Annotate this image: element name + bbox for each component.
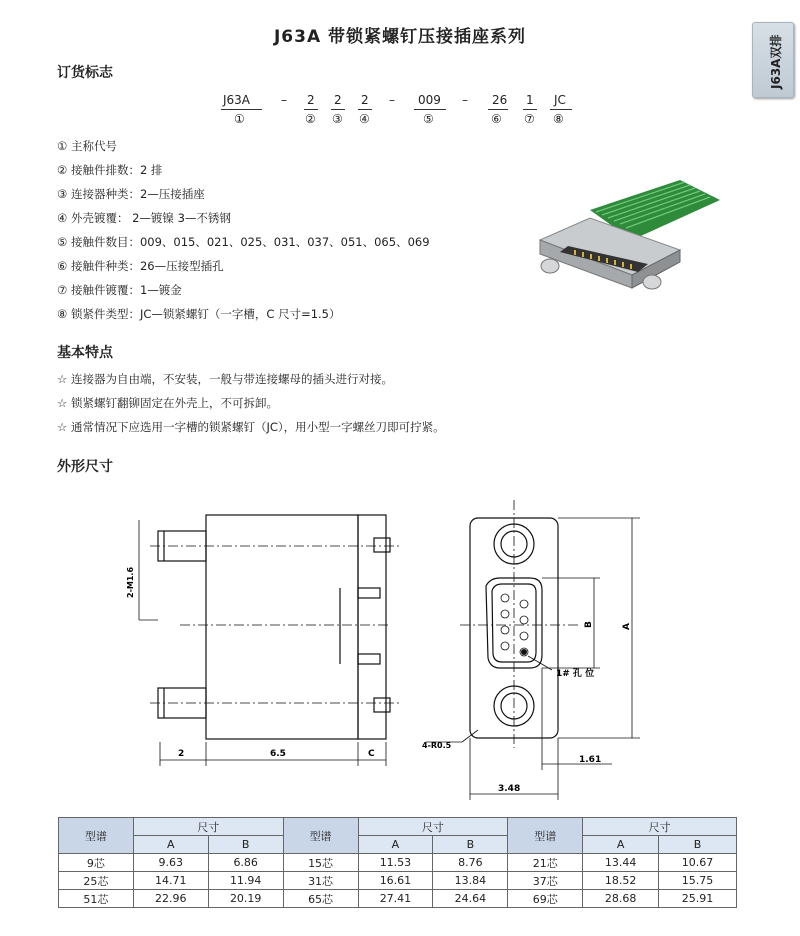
header-b: B xyxy=(659,836,737,854)
dim-b-label: B xyxy=(584,621,594,628)
table-cell: 28.68 xyxy=(583,890,659,908)
table-cell: 37芯 xyxy=(508,872,583,890)
header-b: B xyxy=(208,836,283,854)
table-cell: 14.71 xyxy=(133,872,208,890)
page-title: J63A 带锁紧螺钉压接插座系列 xyxy=(273,27,527,47)
index-1: ① xyxy=(234,112,245,126)
table-row xyxy=(59,890,737,908)
list-item: ② 接触件排数：2 排 xyxy=(57,163,163,177)
header-model: 型谱 xyxy=(59,818,134,854)
table-cell: 11.53 xyxy=(358,854,433,872)
dimensions-heading: 外形尺寸 xyxy=(57,459,113,475)
table-cell: 15.75 xyxy=(659,872,737,890)
table-cell: 25芯 xyxy=(59,872,134,890)
index-4: ④ xyxy=(359,112,370,126)
product-image xyxy=(520,180,720,300)
table-cell: 27.41 xyxy=(358,890,433,908)
code-dash: – xyxy=(389,93,395,107)
table-cell: 24.64 xyxy=(433,890,508,908)
header-size: 尺寸 xyxy=(358,818,508,836)
code-type: 2 xyxy=(334,93,342,107)
table-cell: 8.76 xyxy=(433,854,508,872)
index-3: ③ xyxy=(332,112,343,126)
table-cell: 69芯 xyxy=(508,890,583,908)
code-dash: – xyxy=(462,93,468,107)
table-cell: 9芯 xyxy=(59,854,134,872)
table-cell: 65芯 xyxy=(283,890,358,908)
table-cell: 18.52 xyxy=(583,872,659,890)
header-a: A xyxy=(133,836,208,854)
dim-161-label: 1.61 xyxy=(579,755,602,765)
table-cell: 22.96 xyxy=(133,890,208,908)
table-row xyxy=(59,872,737,890)
feature-item: ☆ 连接器为自由端，不安装，一般与带连接螺母的插头进行对接。 xyxy=(57,372,393,386)
ordering-heading: 订货标志 xyxy=(57,65,113,81)
index-5: ⑤ xyxy=(423,112,434,126)
header-b: B xyxy=(433,836,508,854)
table-cell: 31芯 xyxy=(283,872,358,890)
pin1-label: 1# 孔 位 xyxy=(556,669,595,679)
header-a: A xyxy=(358,836,433,854)
radius-label: 4-R0.5 xyxy=(422,741,452,750)
code-main: J63A xyxy=(223,93,251,107)
list-item: ⑦ 接触件镀覆：1—镀金 xyxy=(57,283,182,297)
table-cell: 6.86 xyxy=(208,854,283,872)
table-cell: 20.19 xyxy=(208,890,283,908)
code-shell: 2 xyxy=(361,93,369,107)
table-row xyxy=(59,854,737,872)
list-item: ① 主称代号 xyxy=(57,139,117,153)
code-lock: JC xyxy=(554,93,566,107)
table-cell: 15芯 xyxy=(283,854,358,872)
side-tab-label: J63A双排 xyxy=(769,34,783,89)
spec-table xyxy=(58,817,737,908)
list-item: ④ 外壳镀覆： 2—镀镍 3—不锈钢 xyxy=(57,211,231,225)
dimension-drawing xyxy=(0,480,800,810)
table-cell: 25.91 xyxy=(659,890,737,908)
index-8: ⑧ xyxy=(553,112,564,126)
list-item: ③ 连接器种类：2—压接插座 xyxy=(57,187,205,201)
header-size: 尺寸 xyxy=(133,818,283,836)
index-2: ② xyxy=(305,112,316,126)
code-contact: 26 xyxy=(492,93,508,107)
dim-65-label: 6.5 xyxy=(270,749,286,759)
table-cell: 51芯 xyxy=(59,890,134,908)
dim-348-label: 3.48 xyxy=(498,784,521,794)
dim-2-label: 2 xyxy=(178,749,185,759)
table-cell: 16.61 xyxy=(358,872,433,890)
dim-a-label: A xyxy=(622,623,632,630)
index-7: ⑦ xyxy=(524,112,535,126)
feature-item: ☆ 锁紧螺钉翻铆固定在外壳上，不可拆卸。 xyxy=(57,396,278,410)
list-item: ⑤ 接触件数目：009、015、021、025、031、037、051、065、069 xyxy=(57,235,430,249)
list-item: ⑧ 锁紧件类型：JC—锁紧螺钉（一字槽，C 尺寸=1.5） xyxy=(57,307,341,321)
feature-item: ☆ 通常情况下应选用一字槽的锁紧螺钉（JC），用小型一字螺丝刀即可拧紧。 xyxy=(57,420,445,434)
header-size: 尺寸 xyxy=(583,818,737,836)
features-heading: 基本特点 xyxy=(57,345,113,361)
table-cell: 13.84 xyxy=(433,872,508,890)
table-cell: 9.63 xyxy=(133,854,208,872)
table-cell: 10.67 xyxy=(659,854,737,872)
code-count: 009 xyxy=(418,93,441,107)
code-dash: – xyxy=(281,93,287,107)
code-plating: 1 xyxy=(526,93,534,107)
header-model: 型谱 xyxy=(283,818,358,854)
table-cell: 21芯 xyxy=(508,854,583,872)
thread-label: 2-M1.6 xyxy=(126,566,135,598)
index-6: ⑥ xyxy=(491,112,502,126)
side-tab[interactable] xyxy=(752,22,794,98)
dim-c-label: C xyxy=(368,749,375,759)
table-cell: 11.94 xyxy=(208,872,283,890)
code-rows: 2 xyxy=(307,93,315,107)
header-model: 型谱 xyxy=(508,818,583,854)
header-a: A xyxy=(583,836,659,854)
table-cell: 13.44 xyxy=(583,854,659,872)
list-item: ⑥ 接触件种类：26—压接型插孔 xyxy=(57,259,224,273)
